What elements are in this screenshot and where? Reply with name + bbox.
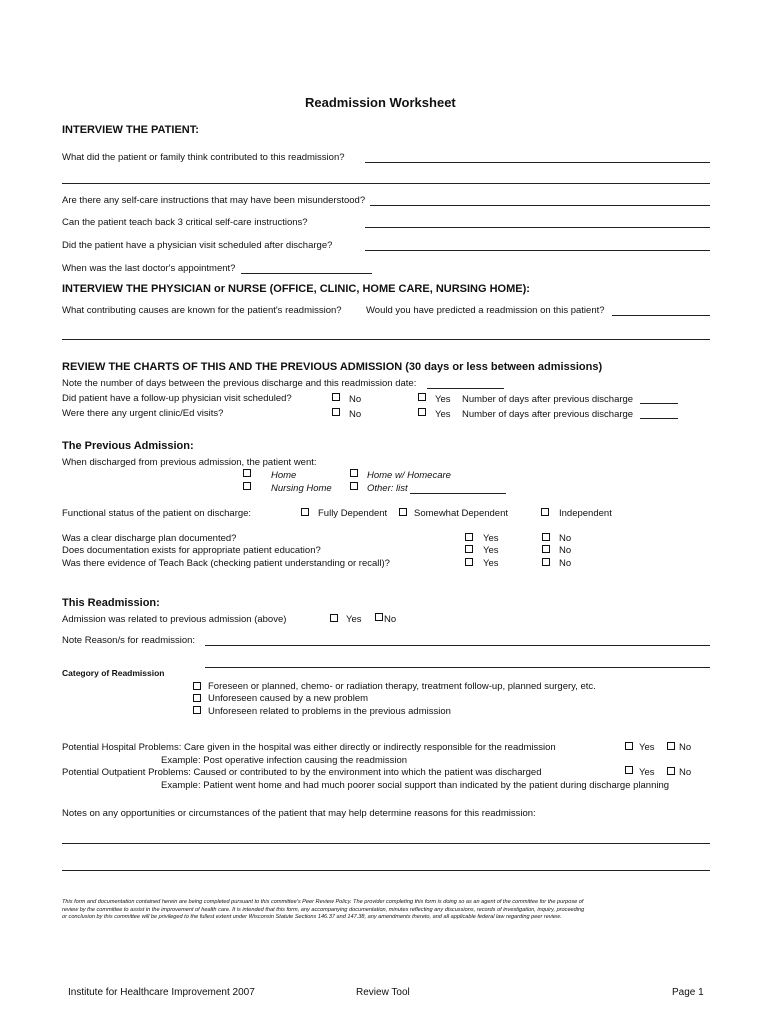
teach-back-yes-checkbox[interactable] xyxy=(465,558,473,566)
outpatient-yes-checkbox[interactable] xyxy=(625,766,633,774)
outpatient-no-label: No xyxy=(679,767,692,778)
teach-back-no-label: No xyxy=(559,558,572,569)
somewhat-dependent-checkbox[interactable] xyxy=(399,508,407,516)
documentation-no-label: No xyxy=(559,545,572,556)
urgent-yes-checkbox[interactable] xyxy=(418,408,426,416)
legal-footnote xyxy=(62,899,712,922)
followup-no-label: No xyxy=(349,394,362,405)
clear-plan-yes-checkbox[interactable] xyxy=(465,533,473,541)
teach-back-no-checkbox[interactable] xyxy=(542,558,550,566)
hospital-no-label: No xyxy=(679,742,692,753)
answer-line-other[interactable] xyxy=(410,493,506,494)
notes-line-1[interactable] xyxy=(62,843,710,844)
question-contributed: What did the patient or family think contributed to this readmission? xyxy=(62,152,345,163)
answer-line-last-appointment[interactable] xyxy=(241,273,372,274)
note-days-label: Note the number of days between the previous discharge and this readmission date: xyxy=(62,378,417,389)
answer-line-contributed-2[interactable] xyxy=(62,183,710,184)
answer-line-urgent-days[interactable] xyxy=(640,418,678,419)
related-no-checkbox[interactable] xyxy=(375,613,383,621)
fully-dependent-label: Fully Dependent xyxy=(318,508,388,519)
legal-footnote-line-1: This form and documentation contained herein are being completed pursuant to this committee's Peer Review Policy. The provider completing this form is doing so as an agent of the committee for the purpose of xyxy=(62,899,584,905)
answer-line-teach-back[interactable] xyxy=(365,227,710,228)
home-checkbox[interactable] xyxy=(243,469,251,477)
category-new-problem-checkbox[interactable] xyxy=(193,694,201,702)
followup-yes-checkbox[interactable] xyxy=(418,393,426,401)
answer-line-days[interactable] xyxy=(427,388,504,389)
answer-line-reasons[interactable] xyxy=(205,645,710,646)
question-misunderstood: Are there any self-care instructions that may have been misunderstood? xyxy=(62,195,366,206)
legal-footnote-line-3: or conclusion by this committee will be privileged to the fullest extent under Wisconsin Statute Sections 146.37 and 147.38, any amendments thereto, and all applicable federal law regarding peer review. xyxy=(62,914,562,921)
category-foreseen-label: Foreseen or planned, chemo- or radiation therapy, treatment follow-up, planned surgery, etc. xyxy=(208,681,596,692)
footer-organization: Institute for Healthcare Improvement 2007 xyxy=(68,987,255,998)
documentation-yes-checkbox[interactable] xyxy=(465,545,473,553)
related-yes-checkbox[interactable] xyxy=(330,614,338,622)
page-title: Readmission Worksheet xyxy=(305,95,456,110)
outpatient-problems-label: Potential Outpatient Problems: Caused or contributed to by the environment into which the patient was discharged xyxy=(62,767,542,778)
home-homecare-label: Home w/ Homecare xyxy=(367,470,451,481)
section-heading-review-charts: REVIEW THE CHARTS OF THIS AND THE PREVIOUS ADMISSION (30 days or less between admissions) xyxy=(62,361,603,373)
hospital-problems-label: Potential Hospital Problems: Care given in the hospital was either directly or indirectly responsible for the readmission xyxy=(62,742,556,753)
question-predicted: Would you have predicted a readmission on this patient? xyxy=(366,305,605,316)
nursing-home-checkbox[interactable] xyxy=(243,482,251,490)
hospital-example: Example: Post operative infection causing the readmission xyxy=(161,755,408,766)
answer-line-causes[interactable] xyxy=(62,339,710,340)
category-previous-problem-label: Unforeseen related to problems in the previous admission xyxy=(208,706,451,717)
documentation-question: Does documentation exists for appropriate patient education? xyxy=(62,545,321,556)
teach-back-yes-label: Yes xyxy=(483,558,499,569)
documentation-no-checkbox[interactable] xyxy=(542,545,550,553)
somewhat-dependent-label: Somewhat Dependent xyxy=(414,508,509,519)
answer-line-contributed[interactable] xyxy=(365,162,710,163)
other-label: Other: list xyxy=(367,483,408,494)
section-heading-this-readmission: This Readmission: xyxy=(62,597,160,609)
section-heading-interview-patient: INTERVIEW THE PATIENT: xyxy=(62,124,199,136)
question-physician-visit: Did the patient have a physician visit scheduled after discharge? xyxy=(62,240,333,251)
related-question: Admission was related to previous admission (above) xyxy=(62,614,287,625)
functional-status-question: Functional status of the patient on discharge: xyxy=(62,508,252,519)
followup-days-label: Number of days after previous discharge xyxy=(462,394,634,405)
home-label: Home xyxy=(271,470,297,481)
clear-plan-question: Was a clear discharge plan documented? xyxy=(62,533,237,544)
category-previous-problem-checkbox[interactable] xyxy=(193,706,201,714)
urgent-no-label: No xyxy=(349,409,362,420)
clear-plan-no-label: No xyxy=(559,533,572,544)
urgent-yes-label: Yes xyxy=(435,409,451,420)
followup-no-checkbox[interactable] xyxy=(332,393,340,401)
question-contributing-causes: What contributing causes are known for the patient's readmission? xyxy=(62,305,342,316)
clear-plan-no-checkbox[interactable] xyxy=(542,533,550,541)
discharged-question: When discharged from previous admission, the patient went: xyxy=(62,457,317,468)
home-homecare-checkbox[interactable] xyxy=(350,469,358,477)
reasons-label: Note Reason/s for readmission: xyxy=(62,635,196,646)
question-last-appointment: When was the last doctor's appointment? xyxy=(62,263,236,274)
independent-label: Independent xyxy=(559,508,612,519)
hospital-yes-checkbox[interactable] xyxy=(625,742,633,750)
outpatient-no-checkbox[interactable] xyxy=(667,767,675,775)
category-heading: Category of Readmission xyxy=(62,668,165,678)
clear-plan-yes-label: Yes xyxy=(483,533,499,544)
question-teach-back: Can the patient teach back 3 critical self-care instructions? xyxy=(62,217,308,228)
category-foreseen-checkbox[interactable] xyxy=(193,682,201,690)
footer-page-number: Page 1 xyxy=(672,987,704,998)
answer-line-predicted[interactable] xyxy=(612,315,710,316)
urgent-question: Were there any urgent clinic/Ed visits? xyxy=(62,408,224,419)
other-checkbox[interactable] xyxy=(350,482,358,490)
followup-question: Did patient have a follow-up physician visit scheduled? xyxy=(62,393,292,404)
nursing-home-label: Nursing Home xyxy=(271,483,332,494)
teach-back-question: Was there evidence of Teach Back (checking patient understanding or recall)? xyxy=(62,558,390,569)
urgent-no-checkbox[interactable] xyxy=(332,408,340,416)
answer-line-physician-visit[interactable] xyxy=(365,250,710,251)
hospital-no-checkbox[interactable] xyxy=(667,742,675,750)
notes-line-2[interactable] xyxy=(62,870,710,871)
answer-line-misunderstood[interactable] xyxy=(370,205,710,206)
outpatient-example: Example: Patient went home and had much poorer social support than indicated by the patient during discharge planning xyxy=(161,780,670,791)
section-heading-interview-physician: INTERVIEW THE PHYSICIAN or NURSE (OFFICE, CLINIC, HOME CARE, NURSING HOME): xyxy=(62,283,530,295)
independent-checkbox[interactable] xyxy=(541,508,549,516)
answer-line-followup-days[interactable] xyxy=(640,403,678,404)
category-new-problem-label: Unforeseen caused by a new problem xyxy=(208,693,369,704)
legal-footnote-line-2: review by the committee to assist in the improvement of health care. It is intended that this form, any accompanying documentation, minutes reflecting any discussions, records of investigation, inquiry, proceeding xyxy=(62,906,585,913)
fully-dependent-checkbox[interactable] xyxy=(301,508,309,516)
followup-yes-label: Yes xyxy=(435,394,451,405)
related-yes-label: Yes xyxy=(346,614,362,625)
hospital-yes-label: Yes xyxy=(639,742,655,753)
notes-prompt: Notes on any opportunities or circumstances of the patient that may help determine reasons for this readmission: xyxy=(62,808,536,819)
footer-tool-name: Review Tool xyxy=(356,987,410,998)
documentation-yes-label: Yes xyxy=(483,545,499,556)
outpatient-yes-label: Yes xyxy=(639,767,655,778)
section-heading-previous-admission: The Previous Admission: xyxy=(62,440,194,452)
answer-line-reasons-2[interactable] xyxy=(205,667,710,668)
urgent-days-label: Number of days after previous discharge xyxy=(462,409,634,420)
related-no-label: No xyxy=(384,614,397,625)
